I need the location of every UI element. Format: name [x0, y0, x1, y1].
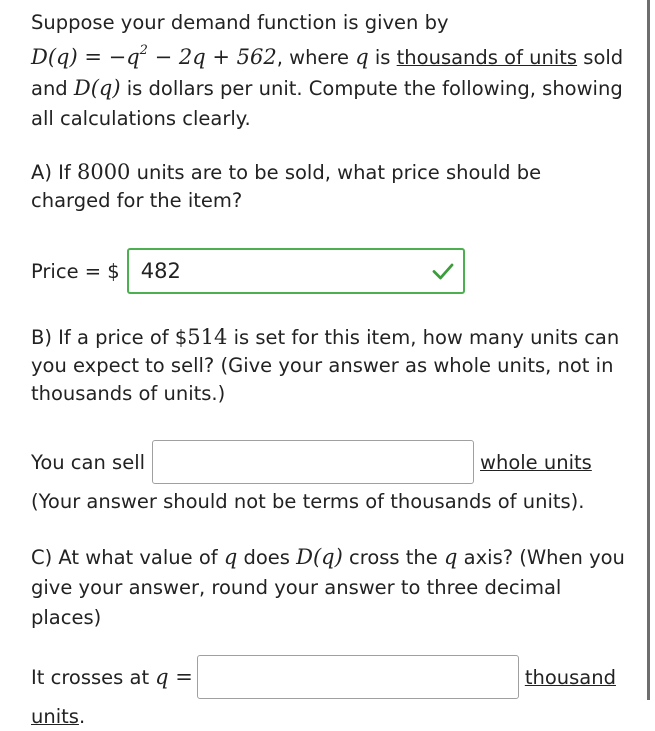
part-c-pre: C) At what value of	[31, 546, 218, 569]
part-b-number: 514	[187, 325, 228, 349]
crossing-q-input[interactable]	[197, 655, 519, 699]
part-c-cross: cross the	[349, 546, 438, 569]
intro-sold: sold	[577, 46, 624, 69]
intro-paragraph	[31, 8, 629, 134]
crosses-at-label: It crosses at	[31, 665, 150, 689]
part-c-axis: axis? (When you give your answer, round your answer to three decimal places)	[31, 546, 625, 629]
part-c-does: does	[243, 546, 290, 569]
you-can-sell-label: You can sell	[31, 450, 146, 474]
whole-units-link[interactable]: whole units	[480, 450, 592, 474]
part-b-question	[31, 323, 621, 408]
part-a-question	[31, 158, 621, 215]
part-c-answer-row	[31, 655, 631, 699]
part-b-answer-row	[31, 440, 631, 484]
q-equals: q =	[155, 665, 193, 689]
intro-dq: D(q)	[73, 76, 121, 100]
units-link[interactable]: units	[31, 705, 79, 728]
part-b-note: (Your answer should not be terms of thousands of units).	[31, 490, 585, 513]
intro-rest: is dollars per unit. Compute the following, showing all calculations clearly.	[31, 77, 623, 130]
part-c-var-q: q	[223, 545, 238, 569]
thousand-link[interactable]: thousand	[524, 665, 616, 689]
part-c-question	[31, 542, 629, 633]
price-label: Price = $	[31, 259, 120, 283]
intro-is: is	[368, 46, 391, 69]
part-b-pre: B) If a price of $	[31, 326, 188, 349]
part-a-post: units are to be sold, what price should be charged for the item?	[31, 161, 542, 212]
part-c-units-line	[31, 703, 631, 731]
part-a-number: 8000	[76, 160, 131, 184]
part-c-trailing: .	[78, 705, 86, 728]
units-sold-input[interactable]	[152, 440, 474, 484]
intro-where: , where	[276, 46, 350, 69]
part-c-var-q-2: q	[444, 545, 458, 569]
checkmark-icon	[431, 259, 455, 283]
price-input-value: 482	[140, 259, 181, 283]
thousands-of-units-link[interactable]: thousands of units	[396, 46, 578, 69]
part-c-dq: D(q)	[296, 545, 343, 569]
part-a-answer-row	[31, 248, 631, 294]
question-content	[31, 8, 631, 731]
intro-and: and	[31, 77, 68, 100]
intro-line1: Suppose your demand function is given by	[31, 11, 449, 34]
price-input[interactable]	[127, 248, 465, 294]
part-a-pre: A) If	[31, 161, 71, 184]
intro-var-q: q	[355, 45, 369, 69]
part-b-post: is set for this item, how many units can you expect to sell? (Give your answer as whole units, not in thousands of units.)	[31, 326, 620, 405]
demand-equation: $D(q) = -q^2 - 2q + 562$	[31, 43, 277, 69]
